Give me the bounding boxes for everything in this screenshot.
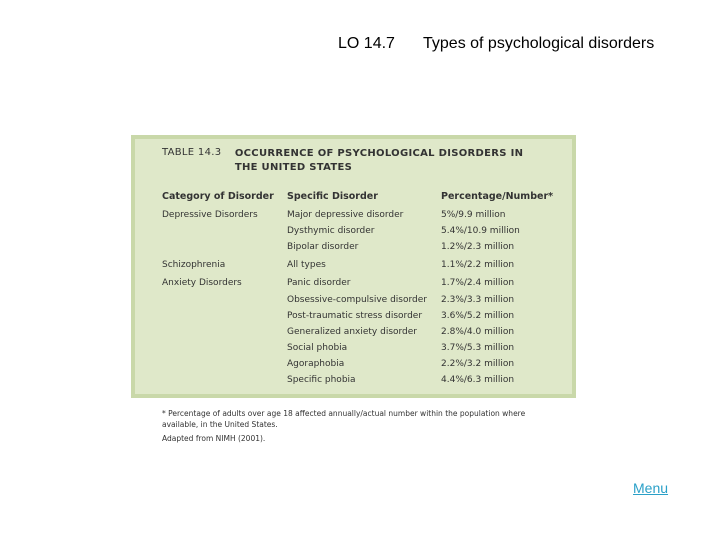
header-category: Category of Disorder bbox=[162, 191, 274, 202]
row-category: Schizophrenia bbox=[162, 260, 226, 270]
table-heading bbox=[162, 147, 562, 175]
row-disorder: Obsessive-compulsive disorder bbox=[287, 295, 427, 305]
row-disorder: Post-traumatic stress disorder bbox=[287, 311, 423, 321]
row-disorder: Social phobia bbox=[287, 343, 348, 353]
row-value: 2.3%/3.3 million bbox=[441, 295, 515, 305]
row-category: Anxiety Disorders bbox=[162, 278, 242, 288]
row-value: 4.4%/6.3 million bbox=[441, 375, 515, 385]
row-value: 3.6%/5.2 million bbox=[441, 311, 515, 321]
row-value: 2.2%/3.2 million bbox=[441, 359, 515, 369]
row-disorder: Panic disorder bbox=[287, 278, 351, 288]
header-specific-disorder: Specific Disorder bbox=[287, 191, 378, 202]
row-disorder: Dysthymic disorder bbox=[287, 226, 375, 236]
row-value: 1.7%/2.4 million bbox=[441, 278, 515, 288]
row-value: 5.4%/10.9 million bbox=[441, 226, 520, 236]
slide-title bbox=[338, 35, 708, 57]
row-value: 5%/9.9 million bbox=[441, 210, 506, 220]
row-disorder: All types bbox=[287, 260, 326, 270]
row-disorder: Specific phobia bbox=[287, 375, 356, 385]
table-source: Adapted from NIMH (2001). bbox=[162, 434, 266, 443]
row-value: 2.8%/4.0 million bbox=[441, 327, 515, 337]
row-value: 1.2%/2.3 million bbox=[441, 242, 515, 252]
row-disorder: Generalized anxiety disorder bbox=[287, 327, 418, 337]
row-value: 1.1%/2.2 million bbox=[441, 260, 515, 270]
menu-link[interactable]: Menu bbox=[633, 480, 669, 496]
table-number: TABLE 14.3 bbox=[162, 147, 222, 158]
slide-topic: Types of psychological disorders bbox=[423, 35, 655, 52]
disorders-table bbox=[131, 135, 576, 398]
row-category: Depressive Disorders bbox=[162, 210, 258, 220]
row-value: 3.7%/5.3 million bbox=[441, 343, 515, 353]
row-disorder: Bipolar disorder bbox=[287, 242, 359, 252]
header-percentage: Percentage/Number* bbox=[441, 191, 554, 202]
learning-objective-label: LO 14.7 bbox=[338, 35, 395, 52]
table-title: OCCURRENCE OF PSYCHOLOGICAL DISORDERS IN THE UNITED STATES bbox=[234, 148, 524, 173]
row-disorder: Agoraphobia bbox=[287, 359, 345, 369]
table-footnote: * Percentage of adults over age 18 affected annually/actual number within the population where available, in the United States. bbox=[162, 409, 526, 429]
row-disorder: Major depressive disorder bbox=[287, 210, 404, 220]
